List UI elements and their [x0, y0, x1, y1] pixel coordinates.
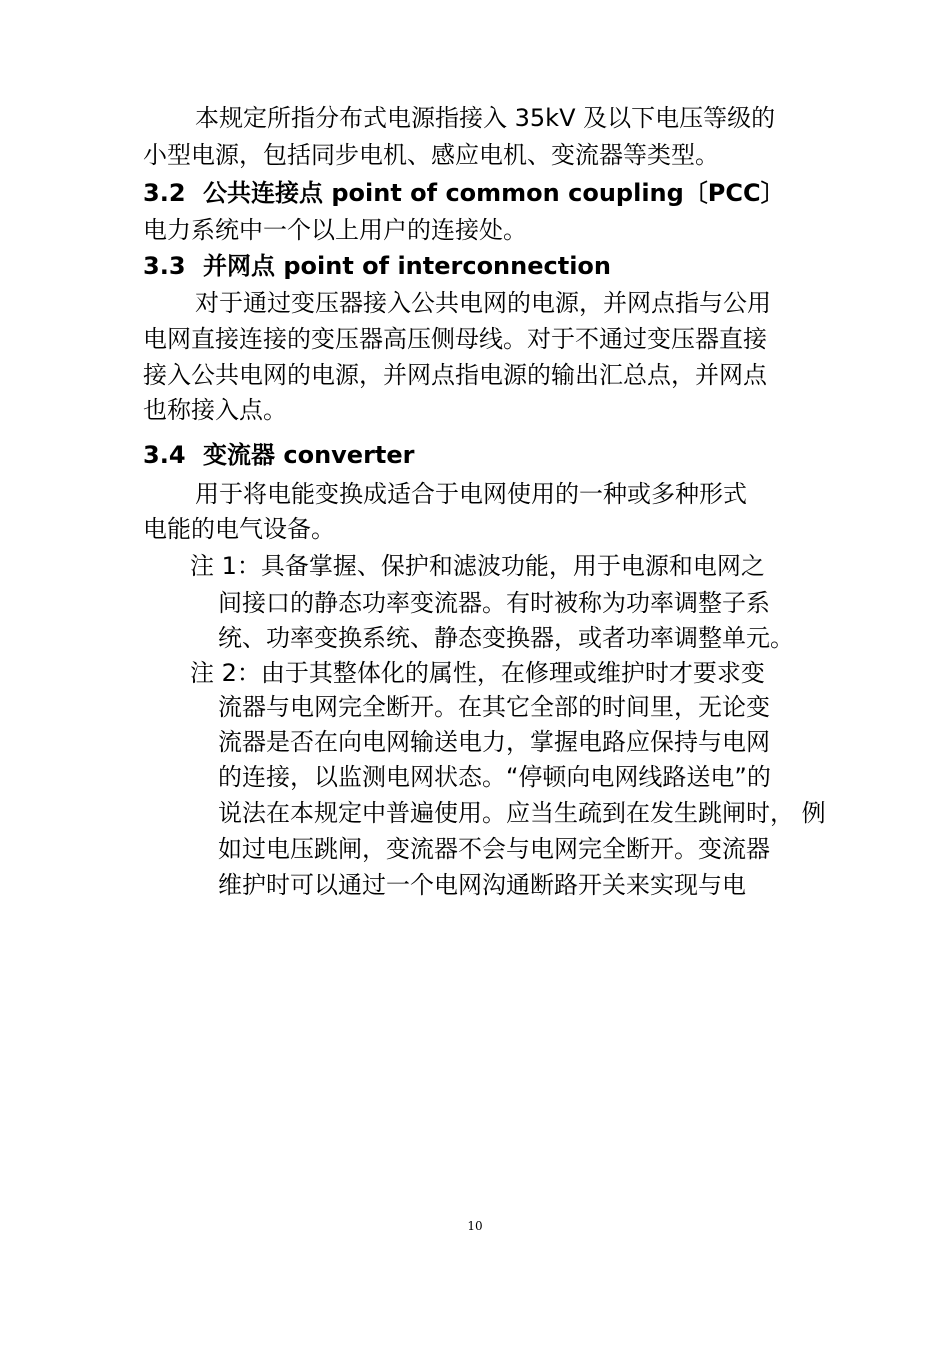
section-3-3-line-3: 接入公共电网的电源，并网点指电源的输出汇总点，并网点 — [143, 361, 767, 389]
section-3-4-line-2: 电能的电气设备。 — [143, 515, 335, 543]
section-3-2-title: 公共连接点 point of common coupling〔PCC〕 — [203, 179, 785, 207]
section-3-4-number: 3.4 — [143, 441, 186, 469]
section-3-3-line-4: 也称接入点。 — [143, 396, 287, 424]
note-2-line-3: 流器是否在向电网输送电力，掌握电路应保持与电网 — [218, 728, 770, 756]
section-3-3-line-1: 对于通过变压器接入公共电网的电源，并网点指与公用 — [195, 289, 771, 317]
note-1-line-1: 注 1：具备掌握、保护和滤波功能，用于电源和电网之 — [190, 552, 765, 580]
intro-line-1: 本规定所指分布式电源指接入 35kV 及以下电压等级的 — [195, 104, 776, 132]
page-number: 10 — [467, 1219, 483, 1233]
note-2-line-4: 的连接，以监测电网状态。“停顿向电网线路送电”的 — [218, 763, 771, 791]
section-3-4-line-1: 用于将电能变换成适合于电网使用的一种或多种形式 — [195, 480, 747, 508]
section-3-3-line-2: 电网直接连接的变压器高压侧母线。对于不通过变压器直接 — [143, 325, 767, 353]
section-3-2-line-1: 电力系统中一个以上用户的连接处。 — [143, 216, 527, 244]
section-3-3-heading — [143, 248, 611, 284]
note-2-line-2: 流器与电网完全断开。在其它全部的时间里，无论变 — [218, 693, 770, 721]
note-2-line-1: 注 2：由于其整体化的属性，在修理或维护时才要求变 — [190, 659, 765, 687]
note-1-line-3: 统、功率变换系统、静态变换器，或者功率调整单元。 — [218, 624, 794, 652]
section-3-4-title: 变流器 converter — [203, 441, 415, 469]
section-3-2-heading — [143, 175, 785, 211]
note-2-line-7: 维护时可以通过一个电网沟通断路开关来实现与电 — [218, 871, 746, 899]
note-2-line-6: 如过电压跳闸，变流器不会与电网完全断开。变流器 — [218, 835, 770, 863]
note-1-line-2: 间接口的静态功率变流器。有时被称为功率调整子系 — [218, 589, 770, 617]
note-2-line-5: 说法在本规定中普遍使用。应当生疏到在发生跳闸时， 例 — [218, 799, 826, 827]
intro-line-2: 小型电源，包括同步电机、感应电机、变流器等类型。 — [143, 141, 719, 169]
section-3-3-number: 3.3 — [143, 252, 186, 280]
section-3-2-number: 3.2 — [143, 179, 186, 207]
section-3-3-title: 并网点 point of interconnection — [203, 252, 612, 280]
section-3-4-heading — [143, 437, 415, 473]
